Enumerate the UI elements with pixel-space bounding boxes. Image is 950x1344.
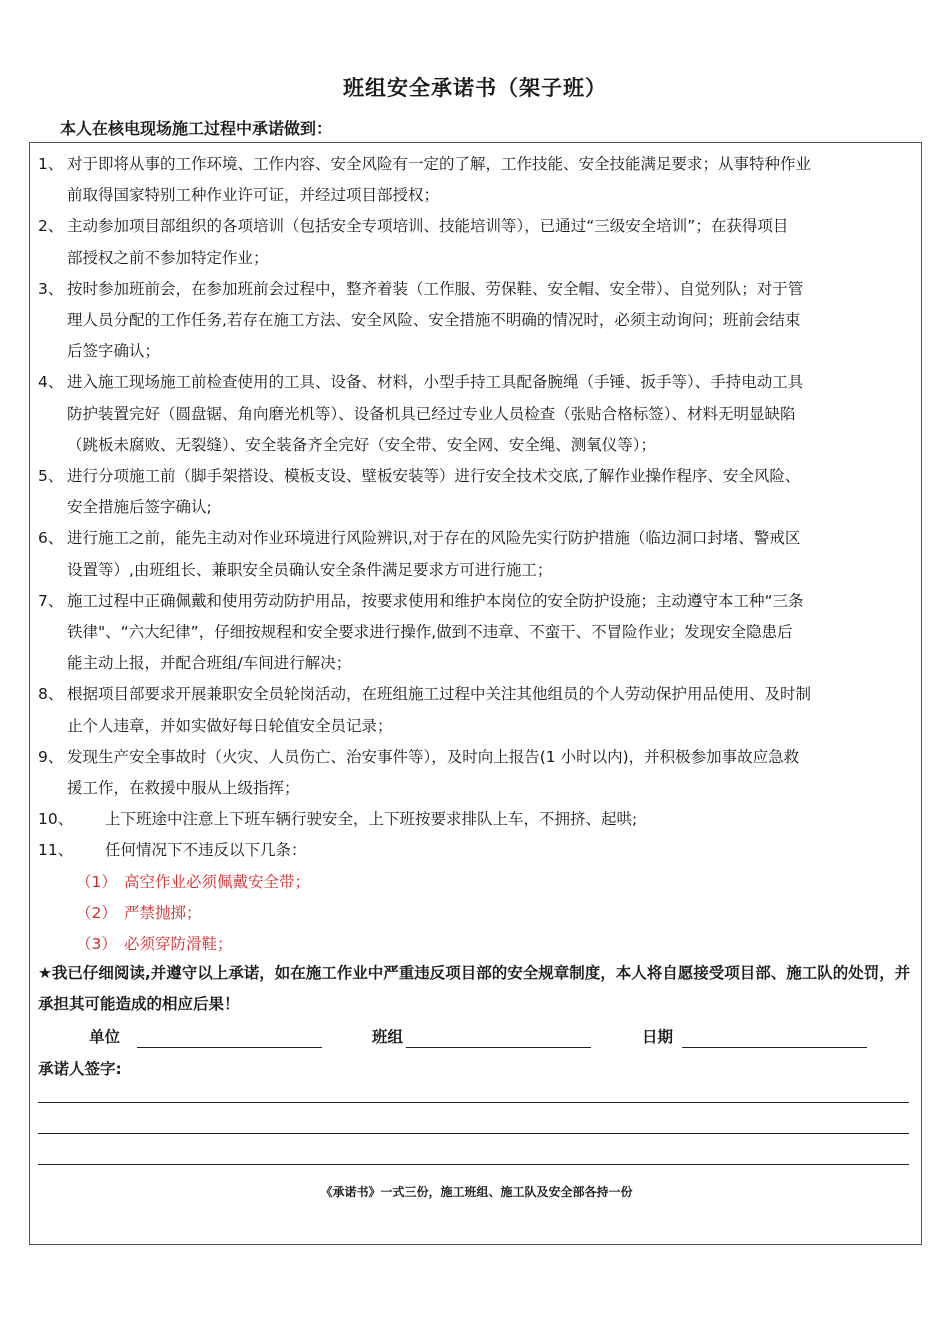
prohibition-text: 必须穿防滑鞋； bbox=[124, 935, 233, 954]
declaration-text: ★我已仔细阅读,并遵守以上承诺，如在施工作业中严重违反项目部的安全规章制度，本人将自愿接受项目部、施工队的处罚，并承担其可能造成的相应后果！ bbox=[38, 964, 911, 1013]
prohibition-item bbox=[38, 929, 913, 960]
date-label: 日期 bbox=[642, 1028, 674, 1046]
commitment-item bbox=[38, 523, 913, 585]
commitment-item bbox=[38, 835, 913, 866]
item-number: 2、 bbox=[38, 217, 64, 236]
team-field[interactable] bbox=[406, 1047, 591, 1048]
commitment-item bbox=[38, 742, 913, 804]
commitment-item bbox=[38, 586, 913, 680]
unit-field[interactable] bbox=[137, 1047, 322, 1048]
prohibition-number: （2） bbox=[76, 903, 117, 922]
item-number: 6、 bbox=[38, 529, 64, 548]
item-number: 5、 bbox=[38, 467, 64, 486]
commitment-item bbox=[38, 367, 913, 461]
item-number: 11、 bbox=[38, 841, 74, 860]
item-line: 援工作，在救援中服从上级指挥； bbox=[67, 779, 300, 798]
item-line: 后签字确认； bbox=[67, 342, 161, 361]
item-line: 部授权之前不参加特定作业； bbox=[67, 248, 269, 267]
sign-row bbox=[30, 1025, 923, 1051]
signer-label: 承诺人签字: bbox=[38, 1060, 122, 1078]
item-line: 安全措施后签字确认; bbox=[67, 498, 212, 517]
item-line: 施工过程中正确佩戴和使用劳动防护用品，按要求使用和维护本岗位的安全防护设施；主动遵守本工种“三条 bbox=[67, 591, 804, 610]
commitment-item bbox=[38, 211, 913, 273]
commitment-list bbox=[38, 149, 913, 960]
prohibition-text: 高空作业必须佩戴安全带； bbox=[124, 872, 311, 891]
item-number: 9、 bbox=[38, 747, 64, 766]
commitment-item bbox=[38, 149, 913, 211]
item-line: 主动参加项目部组织的各项培训（包括安全专项培训、技能培训等），已通过“三级安全培训”；在获得项目 bbox=[67, 217, 789, 236]
unit-label: 单位 bbox=[89, 1028, 121, 1046]
prohibition-item bbox=[38, 898, 913, 929]
date-field[interactable] bbox=[682, 1047, 867, 1048]
item-line: （跳板未腐败、无裂缝）、安全装备齐全完好（安全带、安全网、安全绳、测氧仪等）； bbox=[67, 435, 657, 454]
item-line: 进行分项施工前（脚手架搭设、模板支设、壁板安装等）进行安全技术交底,了解作业操作程序、安全风险、 bbox=[67, 467, 801, 486]
item-number: 7、 bbox=[38, 591, 64, 610]
item-number: 3、 bbox=[38, 279, 64, 298]
signature-line[interactable] bbox=[38, 1133, 909, 1134]
item-line: 防护装置完好（圆盘锯、角向磨光机等）、设备机具已经过专业人员检查（张贴合格标签）、材料无明显缺陷 bbox=[67, 404, 796, 423]
item-line: 设置等）,由班组长、兼职安全员确认安全条件满足要求方可进行施工； bbox=[67, 560, 553, 579]
prohibition-number: （1） bbox=[76, 872, 117, 891]
item-line: 根据项目部要求开展兼职安全员轮岗活动，在班组施工过程中关注其他组员的个人劳动保护用品使用、及时制 bbox=[67, 685, 812, 704]
commitment-item bbox=[38, 804, 913, 835]
item-number: 1、 bbox=[38, 155, 64, 173]
item-line: 理人员分配的工作任务,若存在施工方法、安全风险、安全措施不明确的情况时，必须主动询问；班前会结束 bbox=[67, 311, 801, 330]
signature-line[interactable] bbox=[38, 1102, 909, 1103]
item-number: 10、 bbox=[38, 810, 74, 829]
item-line: 上下班途中注意上下班车辆行驶安全，上下班按要求排队上车，不拥挤、起哄; bbox=[105, 810, 638, 829]
intro-text: 本人在核电现场施工过程中承诺做到： bbox=[60, 119, 333, 138]
item-line: 任何情况下不违反以下几条： bbox=[105, 841, 307, 860]
team-label: 班组 bbox=[372, 1028, 404, 1046]
prohibition-number: （3） bbox=[76, 935, 117, 954]
item-number: 8、 bbox=[38, 685, 64, 704]
item-line: 按时参加班前会，在参加班前会过程中，整齐着装（工作服、劳保鞋、安全帽、安全带）、自觉列队；对于管 bbox=[67, 279, 804, 298]
item-line: 对于即将从事的工作环境、工作内容、安全风险有一定的了解，工作技能、安全技能满足要求；从事特种作业 bbox=[67, 155, 812, 173]
item-line: 发现生产安全事故时（火灾、人员伤亡、治安事件等），及时向上报告(1 小时以内)，并积极参加事故应急救 bbox=[67, 747, 800, 766]
commitment-item bbox=[38, 679, 913, 741]
item-line: 进入施工现场施工前检查使用的工具、设备、材料，小型手持工具配备腕绳（手锤、扳手等）、手持电动工具 bbox=[67, 373, 804, 392]
item-number: 4、 bbox=[38, 373, 64, 392]
footer-note: 《承诺书》一式三份，施工班组、施工队及安全部各持一份 bbox=[320, 1185, 633, 1199]
document-title: 班组安全承诺书（架子班） bbox=[343, 76, 607, 100]
signature-line[interactable] bbox=[38, 1164, 909, 1165]
prohibition-text: 严禁抛掷； bbox=[124, 903, 202, 922]
item-line: 能主动上报，并配合班组/车间进行解决； bbox=[67, 654, 352, 673]
commitment-item bbox=[38, 461, 913, 523]
item-line: 进行施工之前，能先主动对作业环境进行风险辨识,对于存在的风险先实行防护措施（临边洞口封堵、警戒区 bbox=[67, 529, 801, 548]
item-line: 止个人违章，并如实做好每日轮值安全员记录； bbox=[67, 716, 393, 735]
item-line: 前取得国家特别工种作业许可证，并经过项目部授权； bbox=[67, 186, 440, 205]
prohibition-item bbox=[38, 867, 913, 898]
commitment-item bbox=[38, 274, 913, 368]
commitment-box bbox=[29, 142, 922, 1245]
item-line: 铁律"、“六大纪律”，仔细按规程和安全要求进行操作,做到不违章、不蛮干、不冒险作业；发现安全隐患后 bbox=[67, 623, 793, 642]
